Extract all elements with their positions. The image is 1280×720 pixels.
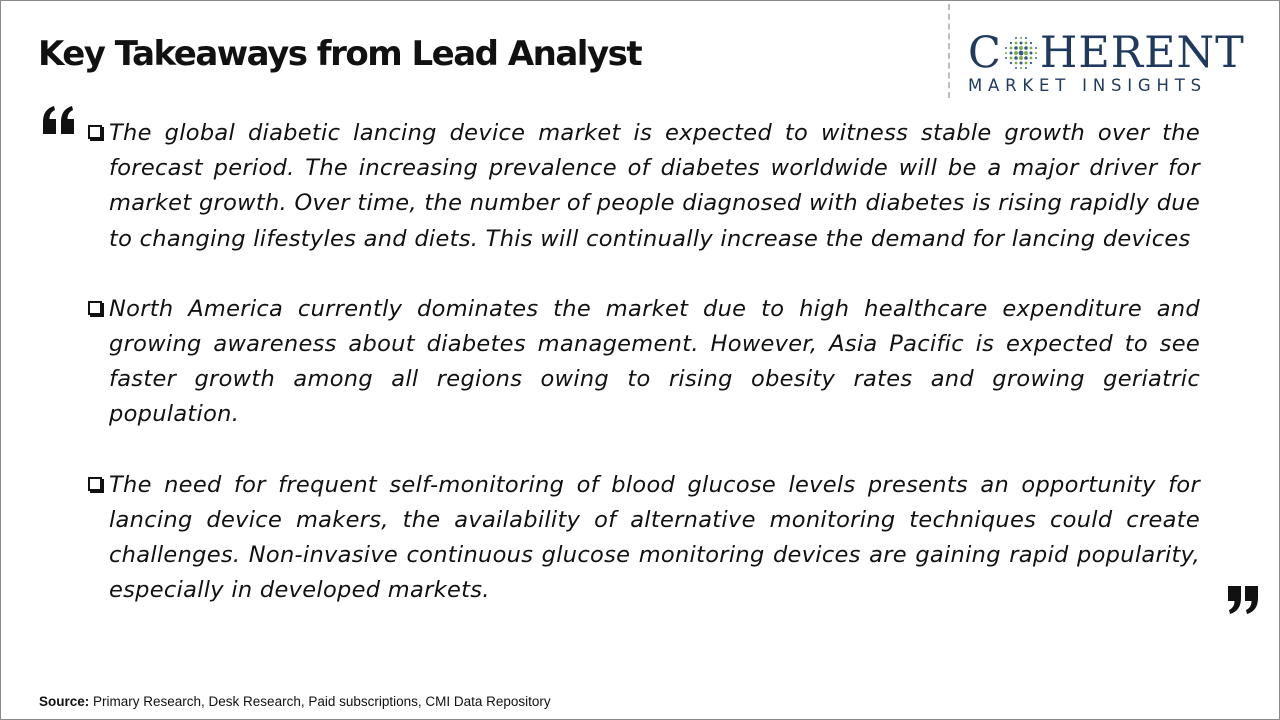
- checkbox-bullet-icon: [88, 125, 102, 139]
- takeaway-text: The need for frequent self-monitoring of blood glucose levels presents an opportunity for lancing device makers, the availability of alternative monitoring techniques could create challenges. Non-invasive continuous glucose monitoring devices are gaining rapid popularity, especially in developed markets.: [109, 471, 1200, 604]
- logo-wordmark: [968, 28, 1260, 78]
- takeaway-item: [88, 292, 1200, 433]
- dotted-globe-icon: [1003, 35, 1039, 71]
- source-note: [39, 694, 551, 709]
- logo-letters-herent: HERENT: [1039, 28, 1245, 78]
- logo-divider: [948, 4, 950, 98]
- open-quote-icon: [41, 104, 77, 136]
- close-quote-icon: [1225, 584, 1261, 616]
- takeaway-item: [88, 468, 1200, 609]
- source-label: Source:: [39, 694, 90, 709]
- source-text: Primary Research, Desk Research, Paid subscriptions, CMI Data Repository: [89, 694, 551, 709]
- takeaways-list: [88, 116, 1200, 643]
- logo-tagline: MARKET INSIGHTS: [968, 76, 1207, 95]
- slide-title: Key Takeaways from Lead Analyst: [38, 34, 642, 74]
- takeaway-text: North America currently dominates the market due to high healthcare expenditure and growing awareness about diabetes management. However, Asia Pacific is expected to see faster growth among all regions owing to rising obesity rates and growing geriatric population.: [109, 295, 1200, 428]
- checkbox-bullet-icon: [88, 301, 102, 315]
- company-logo: [968, 28, 1260, 95]
- checkbox-bullet-icon: [88, 477, 102, 491]
- takeaway-text: The global diabetic lancing device market is expected to witness stable growth over the forecast period. The increasing prevalence of diabetes worldwide will be a major driver for market growth. Over time, the number of people diagnosed with diabetes is rising rapidly due to changing lifestyles and diets. This will continually increase the demand for lancing devices: [109, 120, 1200, 252]
- takeaway-item: [88, 116, 1200, 257]
- logo-letter-c: C: [968, 28, 1002, 78]
